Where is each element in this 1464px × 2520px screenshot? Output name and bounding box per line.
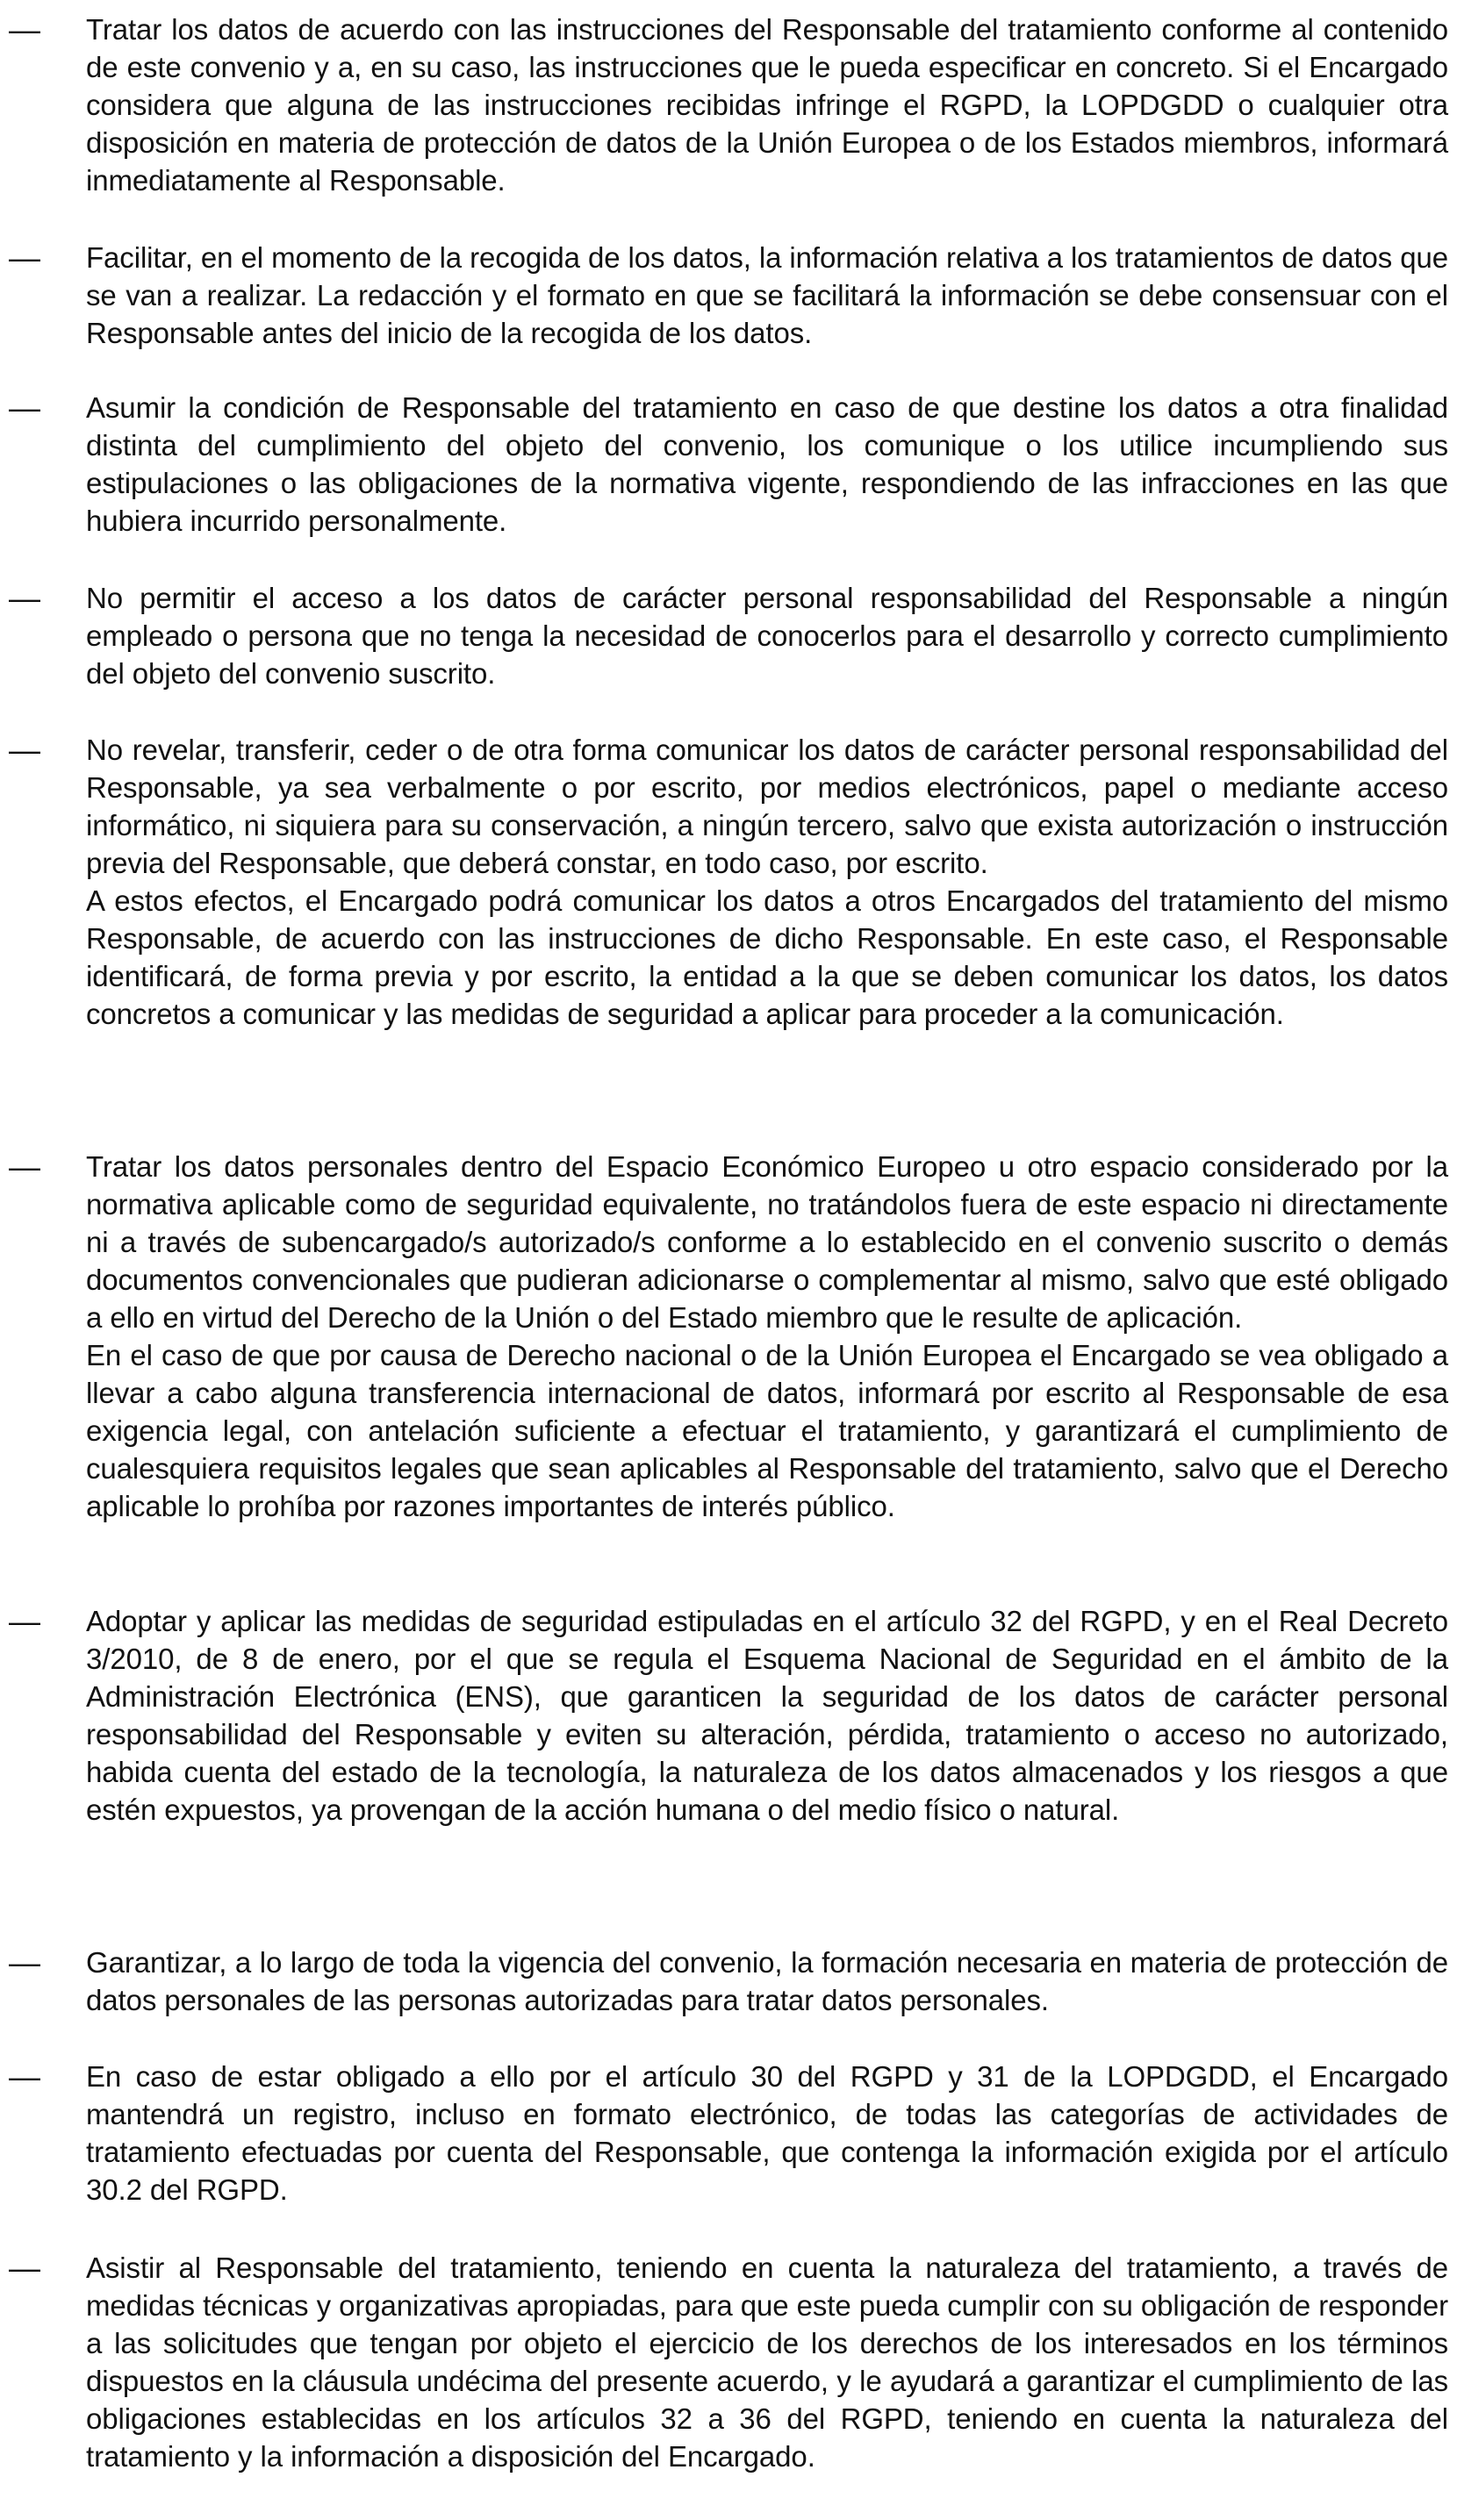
paragraph: En el caso de que por causa de Derecho nacional o de la Unión Europea el Encargado se vea obligado a llevar a cabo alguna transferencia internacional de datos, informará por escrito al Responsable de esa exigencia legal, con antelación suficiente a efectuar el tratamiento, y garantizará el cumplimiento de cualesquiera requisitos legales que sean aplicables al Responsable del tratamiento, salvo que el Derecho aplicable lo prohíba por razones importantes de interés público.: [86, 1339, 1448, 1522]
list-item-text: [86, 731, 1448, 1033]
list-item-text: [86, 579, 1448, 692]
paragraph: Tratar los datos de acuerdo con las instrucciones del Responsable del tratamiento conforme al contenido de este convenio y a, en su caso, las instrucciones que le pueda especificar en concreto. Si el Encargado considera que alguna de las instrucciones recibidas infringe el RGPD, la LOPDGDD o cualquier otra disposición en materia de protección de datos de la Unión Europea o de los Estados miembros, informará inmediatamente al Responsable.: [86, 13, 1448, 197]
list-item-text: [86, 1602, 1448, 1829]
em-dash-bullet: —: [9, 732, 39, 768]
em-dash-bullet: —: [9, 2250, 39, 2286]
list-item-text: [86, 239, 1448, 352]
paragraph: Asumir la condición de Responsable del tratamiento en caso de que destine los datos a otra finalidad distinta del cumplimiento del objeto del convenio, los comunique o los utilice incumpliendo sus estipulaciones o las obligaciones de la normativa vigente, respondiendo de las infracciones en las que hubiera incurrido personalmente.: [86, 391, 1448, 537]
list-item-text: [86, 389, 1448, 540]
paragraph: No permitir el acceso a los datos de carácter personal responsabilidad del Responsable a ningún empleado o persona que no tenga la necesidad de conocerlos para el desarrollo y correcto cumplimiento del objeto del convenio suscrito.: [86, 582, 1448, 690]
em-dash-bullet: —: [9, 1944, 39, 1980]
paragraph: No revelar, transferir, ceder o de otra forma comunicar los datos de carácter personal responsabilidad del Responsable, ya sea verbalmente o por escrito, por medios electrónicos, papel o mediante acceso informático, ni siquiera para su conservación, a ningún tercero, salvo que exista autorización o instrucción previa del Responsable, que deberá constar, en todo caso, por escrito.: [86, 734, 1448, 879]
paragraph: En caso de estar obligado a ello por el artículo 30 del RGPD y 31 de la LOPDGDD, el Encargado mantendrá un registro, incluso en formato electrónico, de todas las categorías de actividades de tratamiento efectuadas por cuenta del Responsable, que contenga la información exigida por el artículo 30.2 del RGPD.: [86, 2060, 1448, 2206]
paragraph: Facilitar, en el momento de la recogida de los datos, la información relativa a los tratamientos de datos que se van a realizar. La redacción y el formato en que se facilitará la información se debe consensuar con el Responsable antes del inicio de la recogida de los datos.: [86, 241, 1448, 349]
em-dash-bullet: —: [9, 580, 39, 616]
paragraph: Adoptar y aplicar las medidas de seguridad estipuladas en el artículo 32 del RGPD, y en el Real Decreto 3/2010, de 8 de enero, por el que se regula el Esquema Nacional de Seguridad en el ámbito de la Administración Electrónica (ENS), que garanticen la seguridad de los datos de carácter personal responsabilidad del Responsable y eviten su alteración, pérdida, tratamiento o acceso no autorizado, habida cuenta del estado de la tecnología, la naturaleza de los datos almacenados y los riesgos a que estén expuestos, ya provengan de la acción humana o del medio físico o natural.: [86, 1605, 1448, 1826]
em-dash-bullet: —: [9, 11, 39, 47]
paragraph: Garantizar, a lo largo de toda la vigencia del convenio, la formación necesaria en materia de protección de datos personales de las personas autorizadas para tratar datos personales.: [86, 1946, 1448, 2016]
em-dash-bullet: —: [9, 1149, 39, 1185]
paragraph: Asistir al Responsable del tratamiento, teniendo en cuenta la naturaleza del tratamiento, a través de medidas técnicas y organizativas apropiadas, para que este pueda cumplir con su obligación de responder a las solicitudes que tengan por objeto el ejercicio de los derechos de los interesados en los términos dispuestos en la cláusula undécima del presente acuerdo, y le ayudará a garantizar el cumplimiento de las obligaciones establecidas en los artículos 32 a 36 del RGPD, teniendo en cuenta la naturaleza del tratamiento y la información a disposición del Encargado.: [86, 2252, 1448, 2473]
paragraph: A estos efectos, el Encargado podrá comunicar los datos a otros Encargados del tratamiento del mismo Responsable, de acuerdo con las instrucciones de dicho Responsable. En este caso, el Responsable identificará, de forma previa y por escrito, la entidad a la que se deben comunicar los datos, los datos concretos a comunicar y las medidas de seguridad a aplicar para proceder a la comunicación.: [86, 884, 1448, 1030]
em-dash-bullet: —: [9, 1603, 39, 1639]
em-dash-bullet: —: [9, 240, 39, 276]
em-dash-bullet: —: [9, 2058, 39, 2094]
list-item-text: [86, 2249, 1448, 2475]
list-item-text: [86, 2058, 1448, 2209]
list-item-text: [86, 1944, 1448, 2019]
em-dash-bullet: —: [9, 390, 39, 426]
paragraph: Tratar los datos personales dentro del Espacio Económico Europeo u otro espacio considerado por la normativa aplicable como de seguridad equivalente, no tratándolos fuera de este espacio ni directamente ni a través de subencargado/s autorizado/s conforme a lo establecido en el convenio suscrito o demás documentos convencionales que pudieran adicionarse o complementar al mismo, salvo que esté obligado a ello en virtud del Derecho de la Unión o del Estado miembro que le resulte de aplicación.: [86, 1150, 1448, 1334]
list-item-text: [86, 1148, 1448, 1525]
list-item-text: [86, 11, 1448, 199]
